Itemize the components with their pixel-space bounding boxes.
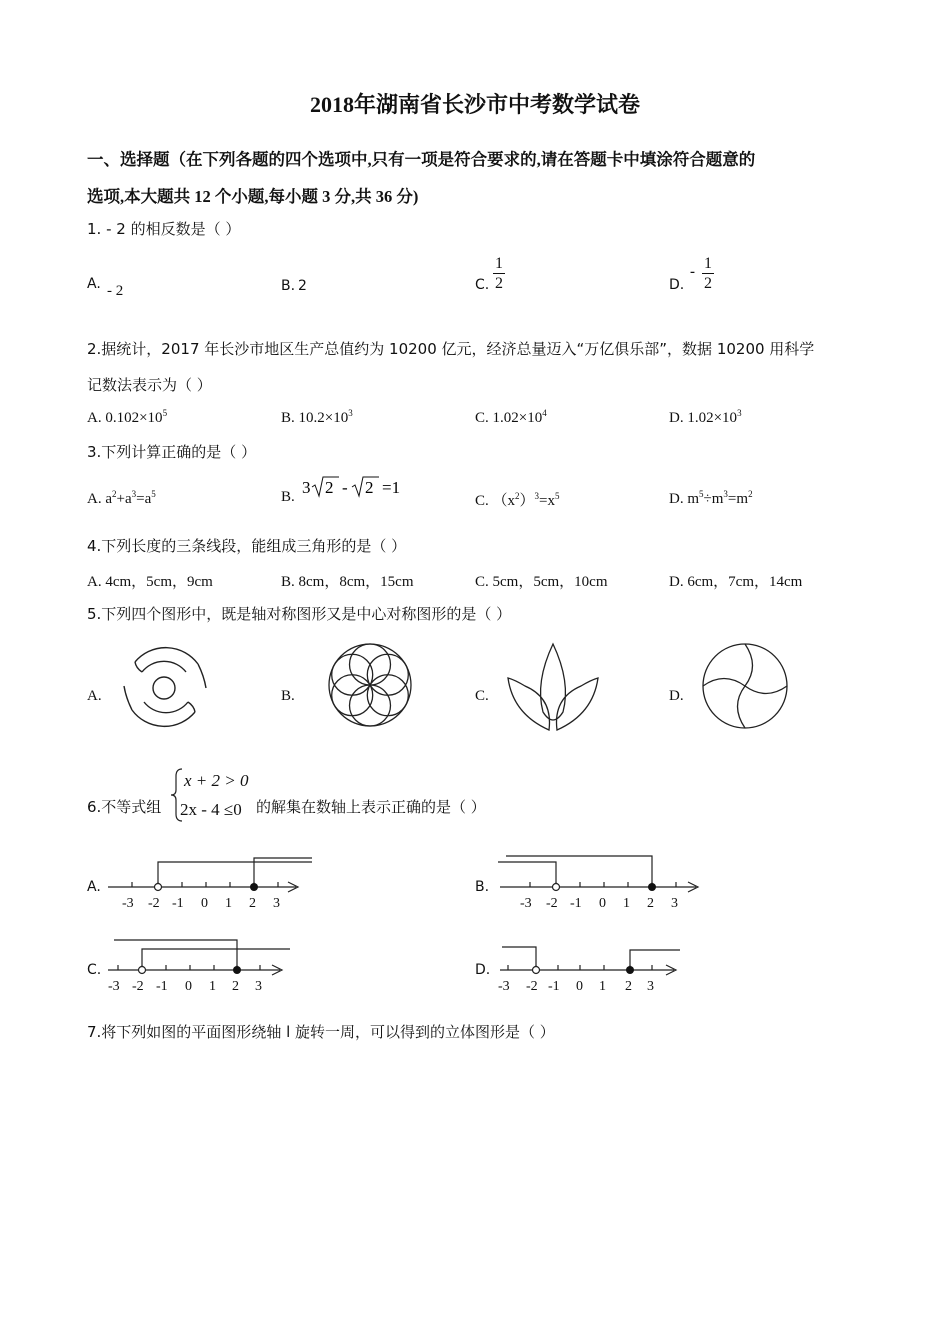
- q6-inequality-2: 2x - 4 ≤0: [180, 800, 242, 819]
- svg-text:1: 1: [225, 896, 232, 910]
- svg-text:2: 2: [325, 478, 334, 497]
- svg-text:3: 3: [255, 979, 262, 994]
- q3-option-a: A. $a^2+a^3=a^5$: [87, 489, 156, 507]
- svg-text:-2: -2: [546, 896, 558, 910]
- q2-option-a: A. $0.102\times 10^5$: [87, 408, 168, 426]
- q6-number-line-a: [100, 850, 320, 910]
- svg-text:3: 3: [273, 896, 280, 910]
- q2-stem-line1: 2.据统计，2017 年长沙市地区生产总值约为 10200 亿元，经济总量迈入“万亿俱乐部”，数据 10200 用科学: [87, 340, 815, 358]
- q2-option-c: C. $1.02\times 10^4$: [475, 408, 547, 426]
- svg-text:2: 2: [647, 896, 654, 910]
- q2-stem-line2: 记数法表示为（ ）: [87, 376, 212, 394]
- svg-text:-1: -1: [156, 979, 168, 994]
- q1-option-d-sign: -: [690, 264, 695, 280]
- svg-text:3: 3: [302, 478, 311, 497]
- section-heading-line1: 一、选择题（在下列各题的四个选项中,只有一项是符合要求的,请在答题卡中填涂符合题意的: [87, 150, 756, 169]
- q1-option-a-label: A.: [87, 276, 101, 292]
- fraction-denominator: 2: [495, 275, 503, 292]
- svg-text:0: 0: [185, 979, 192, 994]
- q5-option-d-label: D.: [669, 688, 684, 704]
- q1-option-c-fraction: [493, 254, 505, 293]
- q4-option-c: C. 5cm，5cm，10cm: [475, 574, 608, 590]
- svg-text:2: 2: [365, 478, 374, 497]
- svg-text:1: 1: [209, 979, 216, 994]
- q6-option-a-label: A.: [87, 879, 101, 895]
- q1-option-b-value: 2: [298, 278, 307, 294]
- q5-option-b-label: B.: [281, 688, 295, 704]
- q4-option-b: B. 8cm，8cm，15cm: [281, 574, 414, 590]
- fraction-denominator: 2: [704, 275, 712, 292]
- section-heading-line2: 选项,本大题共 12 个小题,每小题 3 分,共 36 分): [87, 187, 419, 206]
- q6-number-line-c: [100, 935, 320, 995]
- svg-text:1: 1: [623, 896, 630, 910]
- q2-option-b: B. $10.2\times 10^3$: [281, 408, 353, 426]
- svg-text:-1: -1: [172, 896, 184, 910]
- q3-option-d: D. $m^5\div m^3=m^2$: [669, 489, 753, 507]
- svg-text:-3: -3: [108, 979, 120, 994]
- svg-text:3: 3: [647, 979, 654, 994]
- page-title: 2018年湖南省长沙市中考数学试卷: [309, 92, 640, 117]
- q6-inequality-1: x + 2 > 0: [184, 771, 249, 790]
- svg-text:2: 2: [625, 979, 632, 994]
- svg-text:-3: -3: [122, 896, 134, 910]
- q3-option-c: C. $(x^2)^3=x^5$: [475, 491, 560, 509]
- fraction-numerator: 1: [495, 255, 503, 272]
- svg-text:2: 2: [232, 979, 239, 994]
- q1-stem: 1. - 2 的相反数是（ ）: [87, 220, 241, 238]
- q2-option-d: D. $1.02\times 10^3$: [669, 408, 742, 426]
- svg-text:-2: -2: [132, 979, 144, 994]
- q6-stem-prefix: 6.不等式组: [87, 798, 162, 816]
- svg-text:-: -: [342, 478, 348, 497]
- svg-text:-3: -3: [520, 896, 532, 910]
- q7-stem: 7.将下列如图的平面图形绕轴 l 旋转一周，可以得到的立体图形是（ ）: [87, 1023, 555, 1041]
- q1-option-d-label: D.: [669, 277, 685, 293]
- q6-number-line-b: [492, 850, 712, 910]
- q4-option-d: D. 6cm，7cm，14cm: [669, 574, 803, 590]
- fraction-numerator: 1: [704, 255, 712, 272]
- q3-stem: 3.下列计算正确的是（ ）: [87, 443, 257, 461]
- svg-text:0: 0: [201, 896, 208, 910]
- q1-option-b-label: B.: [281, 278, 296, 294]
- q6-option-c-label: C.: [87, 962, 102, 978]
- q3-option-b-formula: [300, 474, 410, 500]
- svg-text:0: 0: [599, 896, 606, 910]
- q4-stem: 4.下列长度的三条线段，能组成三角形的是（ ）: [87, 537, 407, 555]
- svg-text:-2: -2: [526, 979, 538, 994]
- q5-figure-d: [700, 640, 790, 732]
- svg-text:3: 3: [671, 896, 678, 910]
- q5-stem: 5.下列四个图形中，既是轴对称图形又是中心对称图形的是（ ）: [87, 605, 512, 623]
- q5-option-c-label: C.: [475, 688, 489, 704]
- q5-figure-a: [120, 642, 210, 732]
- svg-text:-1: -1: [570, 896, 582, 910]
- q1-option-a-value: - 2: [107, 283, 124, 299]
- svg-text:-1: -1: [548, 979, 560, 994]
- q5-option-a-label: A.: [87, 688, 102, 704]
- q6-option-b-label: B.: [475, 879, 490, 895]
- q3-option-b-label: B.: [281, 489, 295, 505]
- svg-text:=1: =1: [382, 478, 401, 497]
- q1-option-d-fraction: [702, 254, 714, 293]
- q5-figure-b: [325, 640, 415, 730]
- svg-text:0: 0: [576, 979, 583, 994]
- q6-number-line-d: [492, 935, 712, 995]
- q4-option-a: A. 4cm，5cm，9cm: [87, 574, 213, 590]
- q5-figure-c: [505, 642, 601, 734]
- svg-text:-2: -2: [148, 896, 160, 910]
- q1-option-c-label: C.: [475, 277, 490, 293]
- svg-text:-3: -3: [498, 979, 510, 994]
- q6-option-d-label: D.: [475, 962, 491, 978]
- svg-text:1: 1: [599, 979, 606, 994]
- q6-stem-suffix: 的解集在数轴上表示正确的是（ ）: [256, 798, 486, 816]
- svg-text:2: 2: [249, 896, 256, 910]
